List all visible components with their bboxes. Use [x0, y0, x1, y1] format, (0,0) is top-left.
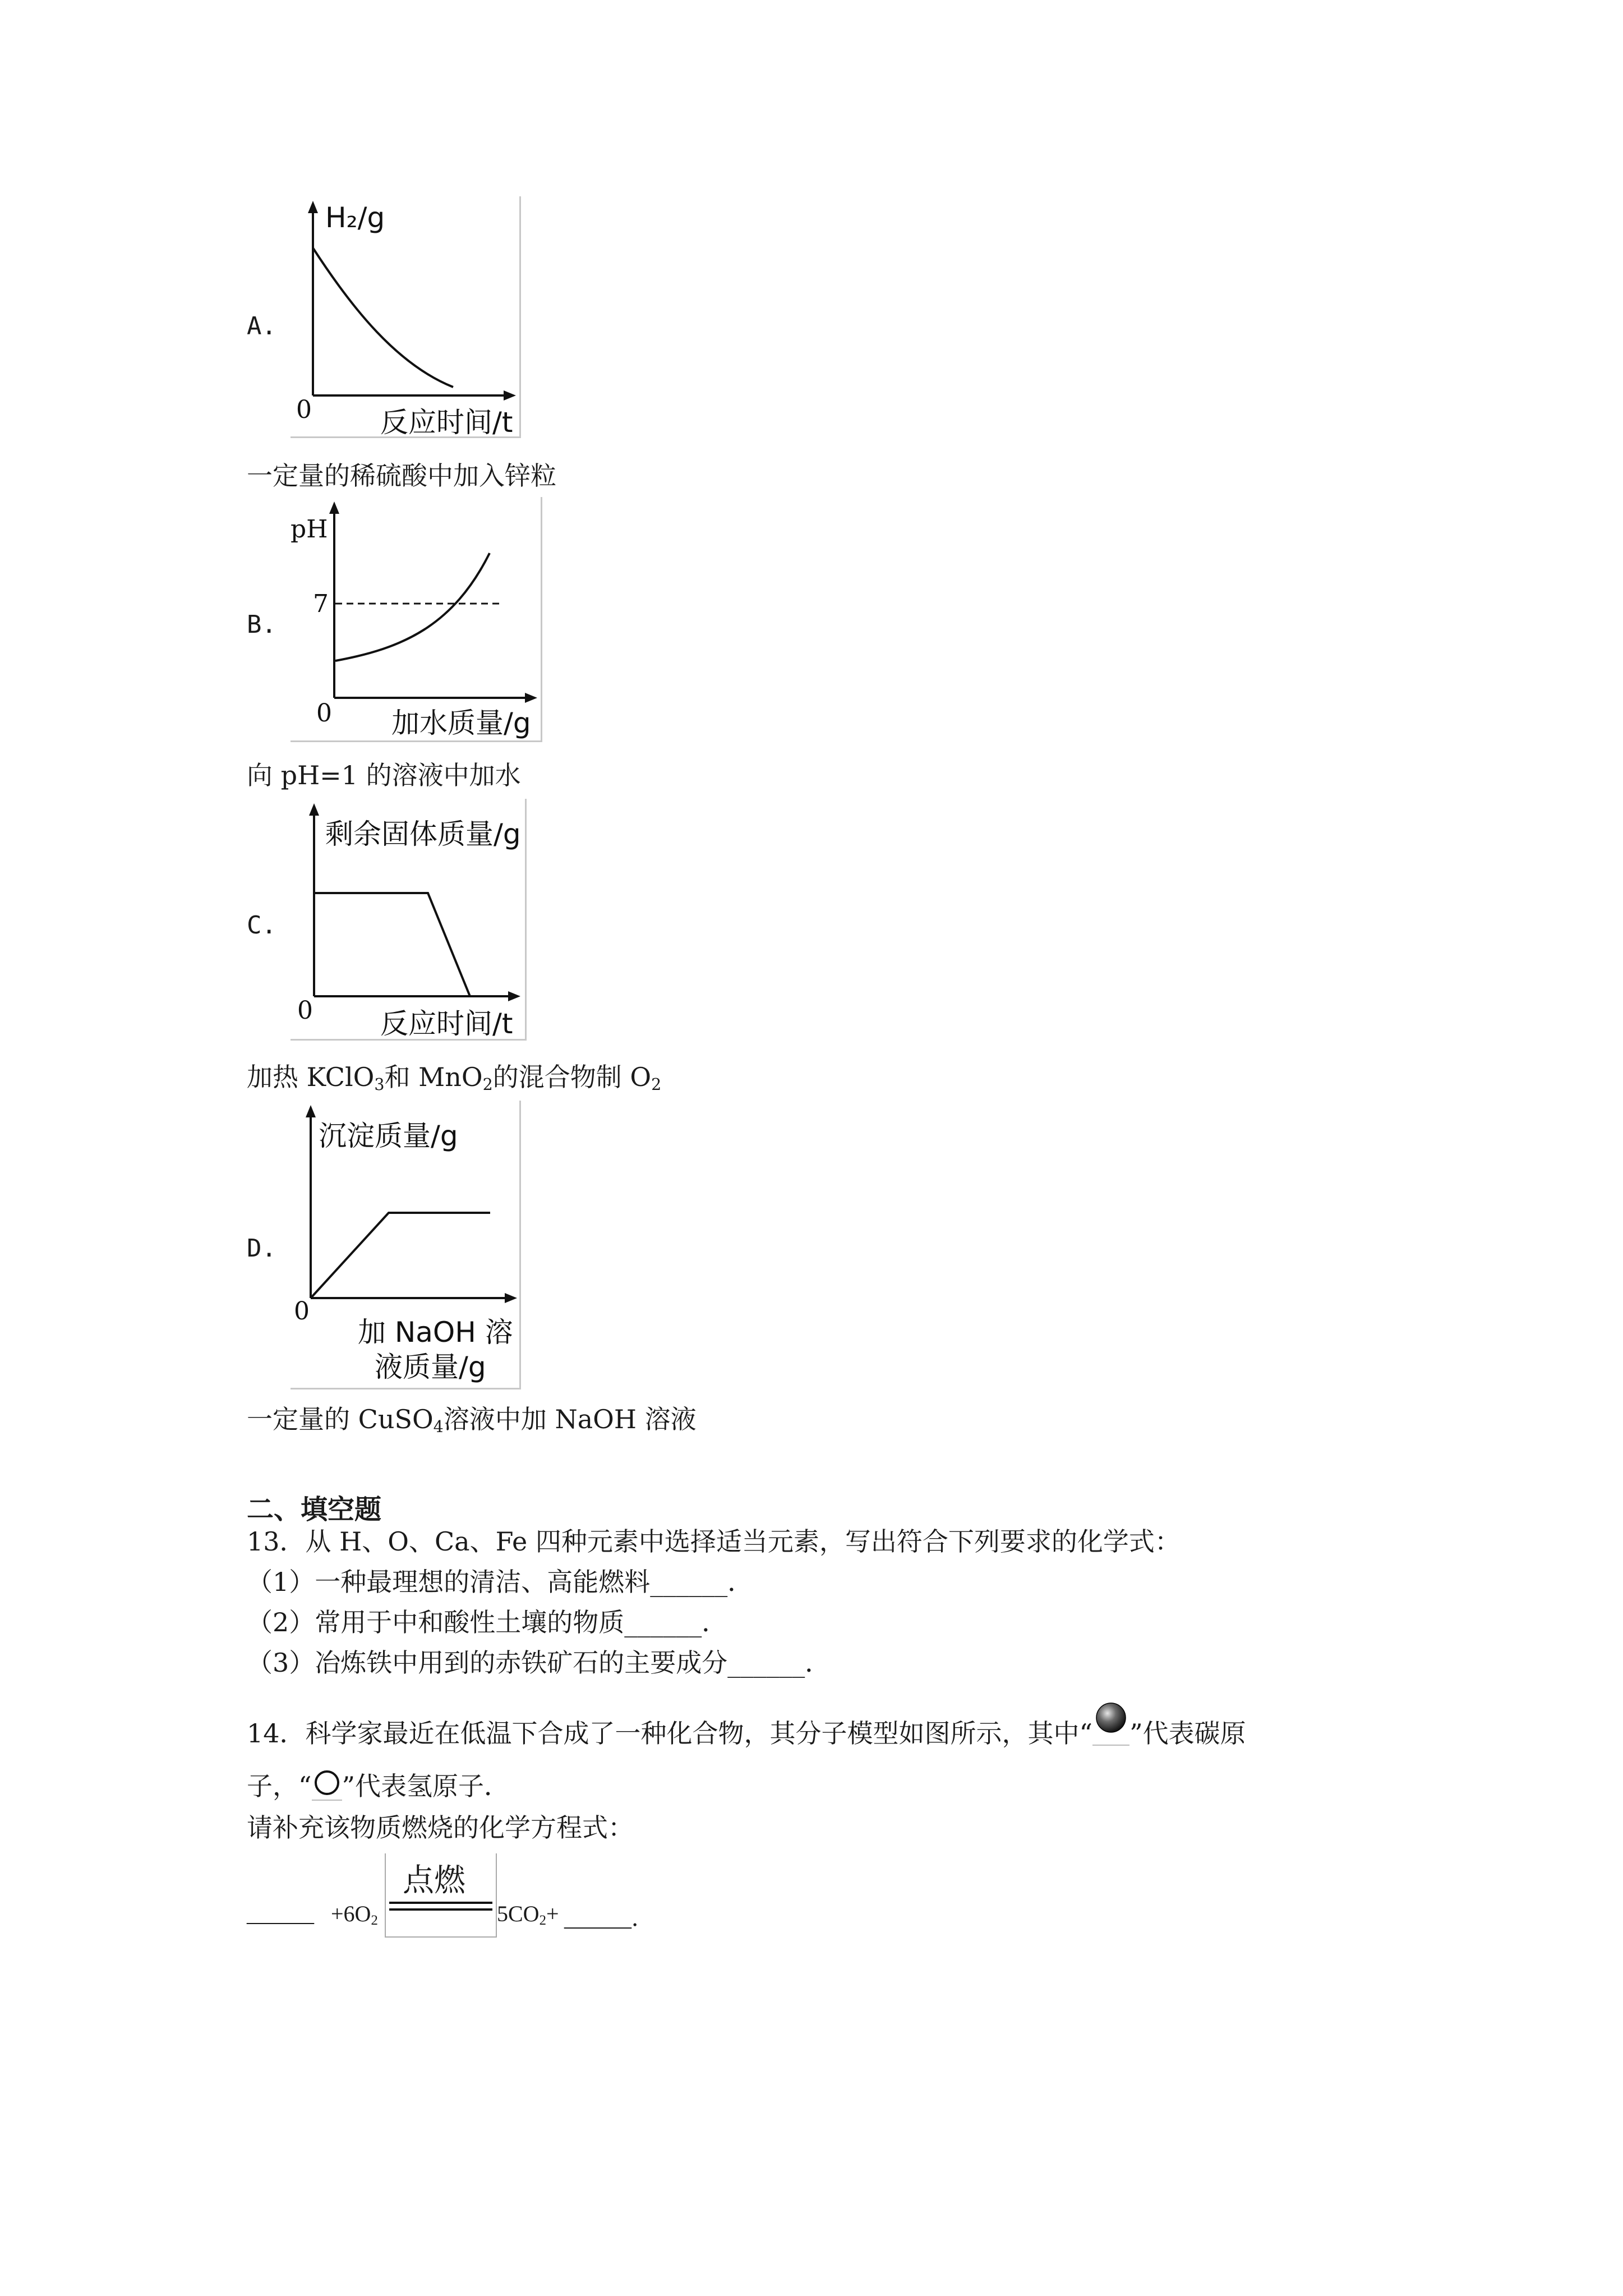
combustion-equation	[247, 1851, 673, 1941]
q14-line-3: 请补充该物质燃烧的化学方程式：	[247, 1812, 634, 1843]
graph-b-caption: 向 pH=1 的溶液中加水	[247, 760, 521, 790]
graph-d-x-label-line1: 加 NaOH 溶	[358, 1316, 513, 1349]
graph-c-line	[315, 893, 470, 996]
graph-b-svg	[291, 497, 541, 740]
graph-b-ref-value: 7	[313, 590, 329, 618]
graph-d-x-label-line2: 液质量/g	[375, 1351, 486, 1383]
hydrogen-atom-icon	[312, 1768, 342, 1801]
graph-c	[291, 799, 527, 1041]
graph-d	[291, 1101, 521, 1389]
equation-bar-bottom	[389, 1908, 492, 1911]
graph-c-caption: 加热 KClO$_3$和 MnO$_2$的混合物制 $O_2$	[247, 1062, 662, 1094]
graph-b-curve	[335, 553, 490, 661]
graph-d-svg	[291, 1101, 519, 1388]
equation-reactant-o2: $+6O_2$	[331, 1901, 378, 1929]
q13-item-1: （1）一种最理想的清洁、高能燃料______．	[247, 1567, 754, 1597]
q13-stem: 13．从 H、O、Ca、Fe 四种元素中选择适当元素，写出符合下列要求的化学式：	[247, 1526, 1181, 1557]
graph-a-curve	[313, 248, 453, 387]
graph-d-origin: 0	[294, 1297, 310, 1326]
equation-condition-box	[385, 1853, 497, 1938]
graph-b-y-label: pH	[291, 515, 328, 544]
q14-line-2: 子，“ ”代表氢原子．	[247, 1768, 510, 1803]
option-c-label: C.	[247, 911, 276, 940]
graph-b-origin: 0	[316, 699, 332, 728]
q13-item-2: （2）常用于中和酸性土壤的物质______．	[247, 1607, 728, 1637]
graph-a-caption: 一定量的稀硫酸中加入锌粒	[247, 461, 556, 491]
equation-blank-1: ______	[247, 1901, 314, 1926]
graph-a-y-label: H₂/g	[325, 201, 385, 234]
graph-d-y-label: 沉淀质量/g	[319, 1120, 458, 1152]
graph-a	[291, 196, 521, 438]
graph-c-y-label: 剩余固体质量/g	[325, 818, 521, 850]
graph-a-x-arrow	[504, 390, 516, 401]
graph-b-x-label: 加水质量/g	[391, 707, 531, 739]
graph-c-origin: 0	[297, 996, 313, 1025]
q14-line-1: 14．科学家最近在低温下合成了一种化合物，其分子模型如图所示，其中“ ”代表碳原	[247, 1711, 1246, 1750]
graph-a-x-label: 反应时间/t	[380, 406, 513, 436]
graph-d-line	[311, 1213, 490, 1298]
graph-b	[291, 497, 542, 742]
graph-a-svg	[291, 196, 519, 436]
graph-a-origin: 0	[296, 395, 312, 424]
equation-blank-2: ______．	[564, 1906, 654, 1931]
graph-c-svg	[291, 799, 525, 1039]
option-b-label: B.	[247, 610, 276, 639]
q13-item-3: （3）冶炼铁中用到的赤铁矿石的主要成分______．	[247, 1648, 831, 1678]
option-a-label: A.	[247, 312, 276, 341]
graph-d-caption: 一定量的 CuSO$_4$溶液中加 NaOH 溶液	[247, 1404, 697, 1437]
equation-product-co2: $5CO_2+$	[497, 1901, 559, 1929]
equation-bar-top	[389, 1902, 492, 1904]
graph-a-y-arrow	[308, 201, 318, 213]
equation-condition: 点燃	[403, 1862, 465, 1899]
section-title: 二、填空题	[247, 1494, 382, 1525]
option-d-label: D.	[247, 1234, 276, 1263]
carbon-atom-icon	[1092, 1711, 1129, 1746]
graph-c-x-label: 反应时间/t	[380, 1007, 513, 1039]
